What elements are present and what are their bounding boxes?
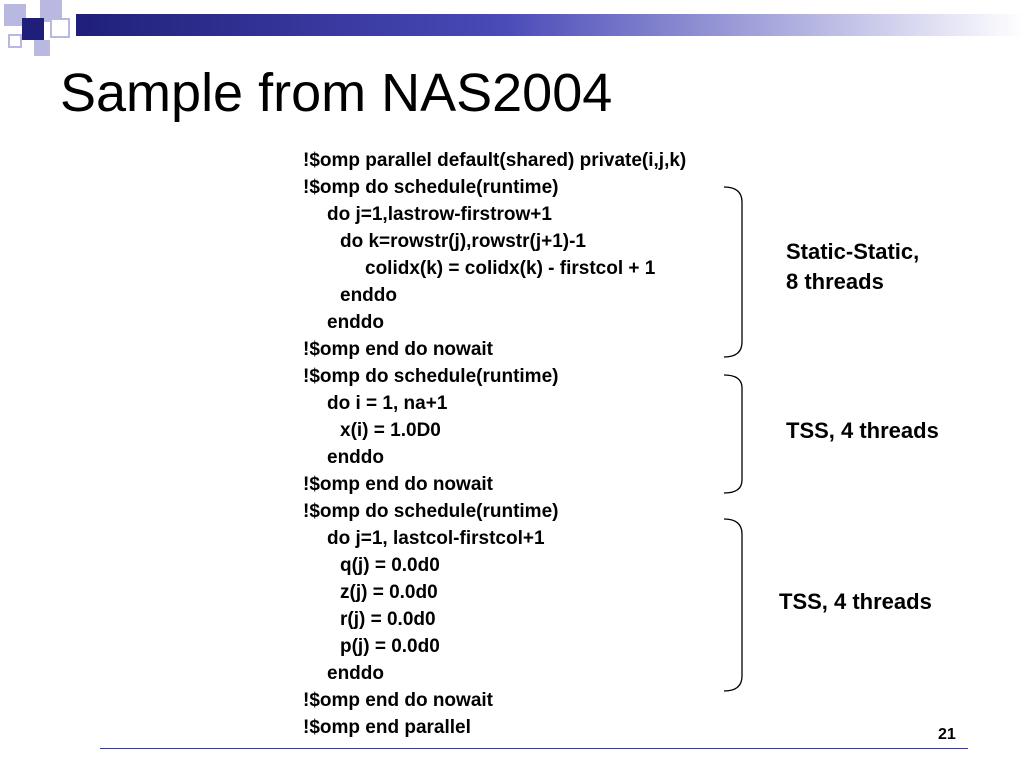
code-line: enddo (327, 663, 384, 684)
right-brace-2 (720, 372, 750, 496)
code-line: enddo (327, 312, 384, 333)
slide-title: Sample from NAS2004 (60, 63, 613, 123)
code-line: !$omp end do nowait (303, 690, 493, 711)
code-line: r(j) = 0.0d0 (340, 609, 436, 630)
annotation-line: Static-Static, (786, 239, 920, 264)
code-line: !$omp do schedule(runtime) (303, 366, 559, 387)
code-line: do i = 1, na+1 (327, 393, 448, 414)
annotation-tss-1: TSS, 4 threads (786, 418, 939, 443)
header-gradient-bar (76, 14, 1024, 36)
annotation-tss-2: TSS, 4 threads (779, 589, 932, 614)
right-brace-1 (720, 184, 750, 360)
annotation-static-static (786, 237, 919, 297)
code-line: !$omp end do nowait (303, 474, 493, 495)
code-line: !$omp end parallel (303, 717, 471, 738)
code-line: !$omp end do nowait (303, 339, 493, 360)
page-number: 21 (938, 726, 956, 743)
code-line: do j=1, lastcol-firstcol+1 (327, 528, 545, 549)
code-line: colidx(k) = colidx(k) - firstcol + 1 (365, 258, 656, 279)
code-line: !$omp parallel default(shared) private(i,j,k) (303, 150, 687, 171)
code-line: !$omp do schedule(runtime) (303, 501, 559, 522)
code-line: !$omp do schedule(runtime) (303, 177, 559, 198)
code-line: enddo (340, 285, 397, 306)
corner-decoration (0, 0, 80, 60)
code-line: p(j) = 0.0d0 (340, 636, 440, 657)
footer-line (100, 748, 968, 749)
right-brace-3 (720, 516, 750, 694)
code-line: enddo (327, 447, 384, 468)
code-line: q(j) = 0.0d0 (340, 555, 440, 576)
code-line: x(i) = 1.0D0 (340, 420, 441, 441)
code-line: do j=1,lastrow-firstrow+1 (327, 204, 552, 225)
code-line: z(j) = 0.0d0 (340, 582, 438, 603)
annotation-line: 8 threads (786, 269, 884, 294)
code-line: do k=rowstr(j),rowstr(j+1)-1 (340, 231, 586, 252)
